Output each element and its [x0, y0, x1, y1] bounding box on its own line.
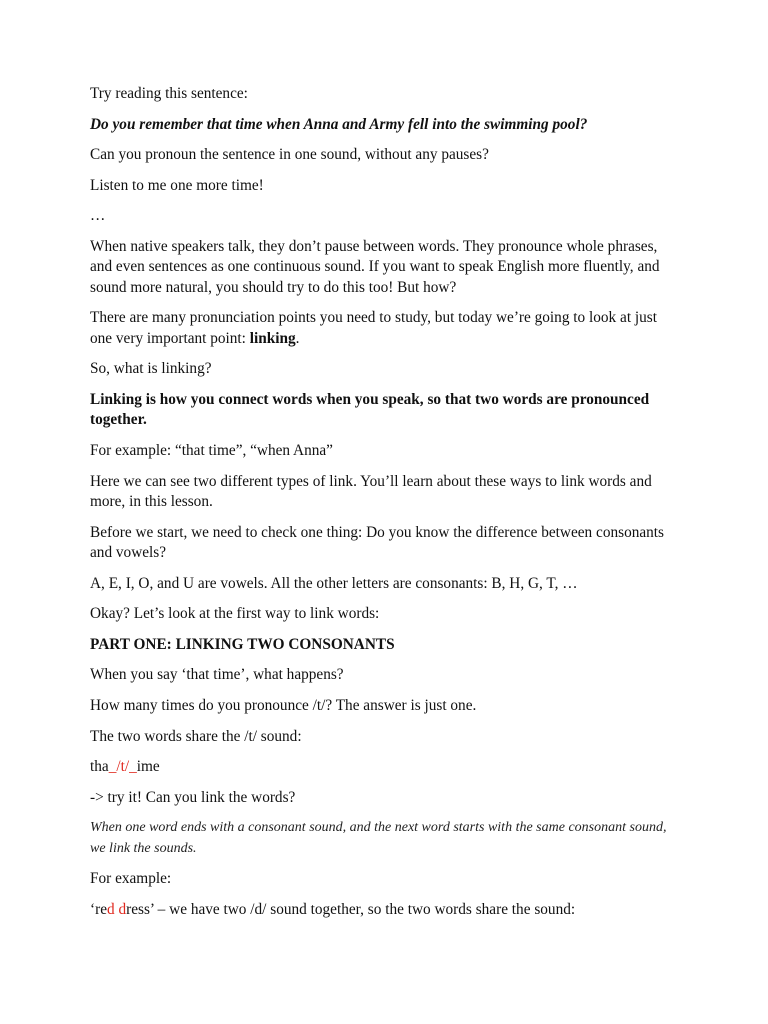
paragraph-okay: Okay? Let’s look at the first way to link words:: [90, 605, 380, 623]
red-dress-start: ‘re: [90, 900, 107, 918]
paragraph-how-many: How many times do you pronounce /t/? The answer is just one.: [90, 696, 477, 714]
pronunciation-text: There are many pronunciation points you need to study, but today we’re going to look at just one very important point:: [90, 309, 657, 347]
linking-definition: Linking is how you connect words when you speak, so that two words are pronounced together.: [90, 390, 650, 429]
paragraph-question: Can you pronoun the sentence in one sound, without any pauses?: [90, 146, 489, 164]
red-dress-highlight: d d: [106, 900, 127, 918]
section-heading: PART ONE: LINKING TWO CONSONANTS: [90, 635, 395, 653]
paragraph-red-dress: [90, 900, 680, 920]
paragraph-pronunciation-points: [90, 308, 680, 349]
paragraph-that-time: When you say ‘that time’, what happens?: [90, 666, 344, 684]
linked-example-end: ime: [136, 758, 160, 776]
paragraph-intro: Try reading this sentence:: [90, 85, 248, 102]
linked-example: [90, 757, 680, 777]
paragraph-ellipsis: …: [90, 207, 106, 225]
example-sentence: Do you remember that time when Anna and Army fell into the swimming pool?: [90, 115, 588, 133]
paragraph-for-example: For example: “that time”, “when Anna”: [90, 441, 333, 459]
paragraph-try-it: -> try it! Can you link the words?: [90, 788, 296, 806]
linked-example-start: tha: [90, 758, 109, 776]
paragraph-share-sound: The two words share the /t/ sound:: [90, 727, 302, 745]
paragraph-before-start: Before we start, we need to check one thing: Do you know the difference between consonants and vowels?: [90, 523, 665, 561]
period: .: [295, 329, 300, 347]
linking-term: linking: [249, 329, 296, 347]
paragraph-listen: Listen to me one more time!: [90, 176, 264, 194]
paragraph-what-is-linking: So, what is linking?: [90, 360, 212, 378]
rule-note: When one word ends with a consonant sound, and the next word starts with the same consonant sound, we link the sounds.: [90, 820, 667, 856]
document-page: [90, 84, 680, 931]
paragraph-two-types: Here we can see two different types of link. You’ll learn about these ways to link words and more, in this lesson.: [90, 472, 652, 510]
paragraph-native-speakers: When native speakers talk, they don’t pause between words. They pronounce whole phrases, and even sentences as one continuous sound. If you want to speak English more fluently, and sound more natural, you should try to do this too! But how?: [90, 237, 660, 296]
linked-sound-highlight: _/t/_: [108, 758, 137, 776]
red-dress-rest: ress’ – we have two /d/ sound together, so the two words share the sound:: [126, 900, 576, 918]
paragraph-vowels: A, E, I, O, and U are vowels. All the other letters are consonants: B, H, G, T, …: [90, 574, 578, 592]
paragraph-for-example-2: For example:: [90, 870, 172, 888]
